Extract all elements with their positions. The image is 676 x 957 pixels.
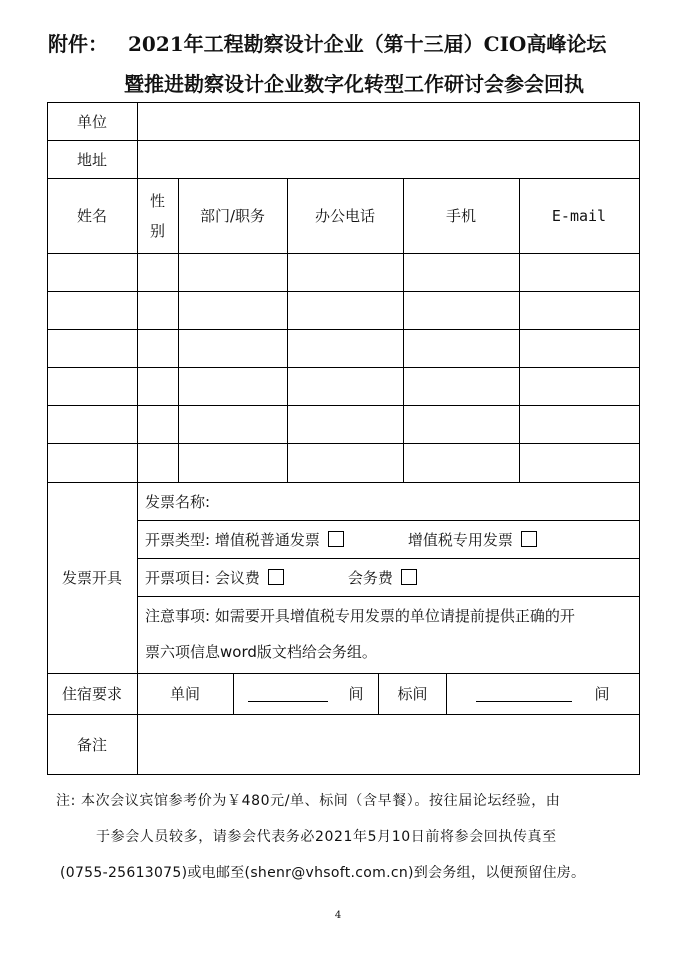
invoice-item-conference-checkbox[interactable] — [268, 569, 284, 585]
attendee-name-input[interactable] — [48, 406, 137, 443]
remarks-input[interactable] — [138, 715, 639, 774]
attendee-name-input[interactable] — [48, 368, 137, 405]
footer-note — [56, 783, 636, 891]
invoice-item-service-checkbox[interactable] — [401, 569, 417, 585]
attachment-label: 附件： — [48, 32, 108, 56]
attendee-office-phone-input[interactable] — [288, 406, 403, 443]
attendee-email-input[interactable] — [520, 254, 639, 291]
attendee-gender-input[interactable] — [138, 406, 178, 443]
invoice-type-special-label: 增值税专用发票 — [407, 530, 513, 549]
lodging-single-field — [234, 673, 378, 714]
lodging-standard-field — [447, 673, 639, 714]
attendee-name-input[interactable] — [48, 254, 137, 291]
attendee-office-phone-input[interactable] — [288, 292, 403, 329]
attendee-dept-input[interactable] — [179, 330, 287, 367]
attendee-gender-input[interactable] — [138, 330, 178, 367]
invoice-type-label: 开票类型: 增值税普通发票 — [145, 530, 320, 549]
attendee-email-input[interactable] — [520, 292, 639, 329]
lodging-standard-label: 标间 — [397, 685, 428, 703]
address-input[interactable] — [138, 141, 639, 178]
attendee-email-input[interactable] — [520, 368, 639, 405]
attendee-office-phone-input[interactable] — [288, 368, 403, 405]
attendee-email-input[interactable] — [520, 444, 639, 481]
invoice-type-normal-checkbox[interactable] — [328, 531, 344, 547]
page-number: 4 — [334, 910, 342, 921]
invoice-type-special-checkbox[interactable] — [521, 531, 537, 547]
attendee-mobile-input[interactable] — [404, 444, 519, 481]
lodging-label: 住宿要求 — [61, 685, 122, 703]
attendee-mobile-input[interactable] — [404, 330, 519, 367]
lodging-single-label: 单间 — [169, 685, 200, 703]
attendee-gender-input[interactable] — [138, 292, 178, 329]
title-line-2: 暨推进勘察设计企业数字化转型工作研讨会参会回执 — [124, 72, 584, 96]
invoice-item-label: 开票项目: 会议费 — [145, 568, 260, 587]
attendee-gender-input[interactable] — [138, 254, 178, 291]
attendee-email-input[interactable] — [520, 406, 639, 443]
invoice-item-row — [145, 558, 635, 596]
invoice-type-row — [145, 520, 635, 558]
invoice-name-label: 发票名称: — [145, 492, 211, 511]
lodging-standard-input[interactable] — [476, 685, 572, 702]
title-line-1 — [48, 28, 606, 57]
attendee-mobile-input[interactable] — [404, 254, 519, 291]
attendee-dept-input[interactable] — [179, 254, 287, 291]
attendee-dept-input[interactable] — [179, 444, 287, 481]
lodging-standard-unit: 间 — [594, 685, 610, 703]
attendee-email-input[interactable] — [520, 330, 639, 367]
invoice-item-service-label: 会务费 — [347, 568, 393, 587]
attendee-office-phone-input[interactable] — [288, 444, 403, 481]
attendee-mobile-input[interactable] — [404, 368, 519, 405]
attendee-dept-input[interactable] — [179, 368, 287, 405]
lodging-single-input[interactable] — [248, 685, 328, 702]
attendee-mobile-input[interactable] — [404, 406, 519, 443]
title-text-1: 2021年工程勘察设计企业（第十三届）CIO高峰论坛 — [128, 32, 607, 56]
attendee-name-input[interactable] — [48, 330, 137, 367]
attendee-office-phone-input[interactable] — [288, 330, 403, 367]
col-dept: 部门/职务 — [199, 207, 266, 225]
lodging-single-unit: 间 — [348, 685, 364, 703]
invoice-note-line-1: 注意事项: 如需要开具增值税专用发票的单位请提前提供正确的开 — [145, 607, 575, 625]
unit-label: 单位 — [76, 112, 107, 131]
remarks-label: 备注 — [76, 735, 107, 754]
attendee-dept-input[interactable] — [179, 406, 287, 443]
col-office-phone: 办公电话 — [314, 207, 375, 225]
invoice-note — [145, 598, 637, 670]
col-mobile: 手机 — [445, 207, 476, 225]
col-name: 姓名 — [76, 207, 107, 225]
invoice-note-line-2: 票六项信息word版文档给会务组。 — [145, 643, 377, 661]
footer-line-2: 于参会人员较多，请参会代表务必2021年5月10日前将参会回执传真至 — [96, 829, 557, 845]
attendee-name-input[interactable] — [48, 444, 137, 481]
col-gender-2: 别 — [149, 221, 165, 240]
attendee-mobile-input[interactable] — [404, 292, 519, 329]
col-gender — [137, 178, 178, 253]
attendee-office-phone-input[interactable] — [288, 254, 403, 291]
unit-input[interactable] — [138, 103, 639, 140]
footer-line-1: 注: 本次会议宾馆参考价为￥480元/单、标间（含早餐）。按往届论坛经验，由 — [56, 793, 561, 809]
attendee-gender-input[interactable] — [138, 444, 178, 481]
attendee-gender-input[interactable] — [138, 368, 178, 405]
attendee-dept-input[interactable] — [179, 292, 287, 329]
address-label: 地址 — [76, 150, 107, 169]
footer-line-3: (0755-25613075)或电邮至(shenr@vhsoft.com.cn)到会务组，以便预留住房。 — [60, 865, 586, 881]
col-gender-1: 性 — [149, 191, 165, 210]
invoice-label: 发票开具 — [61, 569, 122, 587]
col-email: E-mail — [551, 206, 607, 225]
attendee-name-input[interactable] — [48, 292, 137, 329]
